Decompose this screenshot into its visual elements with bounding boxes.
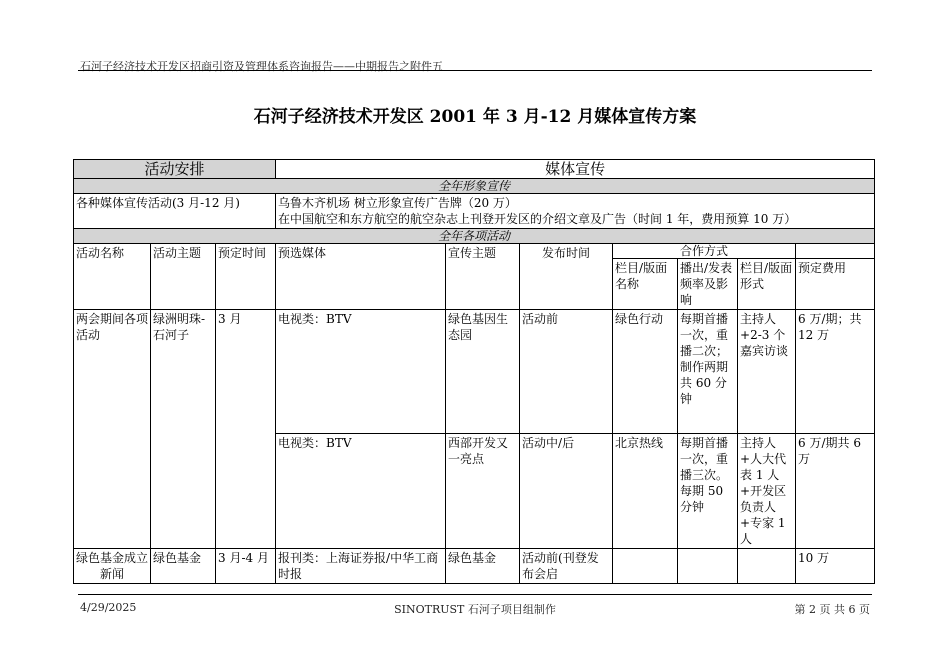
cell-form (738, 549, 796, 584)
cell-theme: 绿洲明珠-石河子 (151, 310, 216, 549)
footer-producer: SINOTRUST 石河子项目组制作 (394, 603, 556, 616)
cell-column: 北京热线 (613, 434, 678, 549)
th-cooperation: 合作方式 (613, 244, 796, 259)
th-activity-theme: 活动主题 (151, 244, 216, 310)
image-activity-detail (276, 194, 875, 229)
band-annual-events: 全年各项活动 (74, 229, 875, 244)
airport-billboard-line: 乌鲁木齐机场 树立形象宣传广告牌（20 万） (278, 196, 517, 210)
th-frequency: 播出/发表频率及影响 (678, 259, 738, 310)
airline-magazine-line: 在中国航空和东方航空的航空杂志上刊登开发区的介绍文章及广告（时间 1 年，费用预算 10 万） (278, 212, 797, 226)
th-activity-name: 活动名称 (74, 244, 151, 310)
cell-time: 3 月 (216, 310, 276, 549)
cell-topic: 绿色基金 (446, 549, 520, 584)
cell-release: 活动中/后 (520, 434, 613, 549)
cell-release: 活动前 (520, 310, 613, 434)
activity-arrangement-header: 活动安排 (74, 160, 276, 179)
cell-form: 主持人+2-3 个嘉宾访谈 (738, 310, 796, 434)
cell-media: 电视类：BTV (276, 434, 446, 549)
cell-release: 活动前(刊登发布会启 (520, 549, 613, 584)
band-annual-image: 全年形象宣传 (74, 179, 875, 194)
media-publicity-header: 媒体宣传 (276, 160, 875, 179)
th-blank (796, 244, 875, 259)
cell-column: 绿色行动 (613, 310, 678, 434)
th-topic: 宣传主题 (446, 244, 520, 310)
cell-media: 报刊类：上海证券报/中华工商时报 (276, 549, 446, 584)
cell-frequency: 每期首播一次，重播二次；制作两期共 60 分钟 (678, 310, 738, 434)
th-scheduled-time: 预定时间 (216, 244, 276, 310)
th-column-name: 栏目/版面名称 (613, 259, 678, 310)
footer-page-number: 第 2 页 共 6 页 (794, 603, 870, 616)
cell-cost: 10 万 (796, 549, 875, 584)
cell-form: 主持人+人大代表 1 人+开发区负责人+专家 1 人 (738, 434, 796, 549)
th-column-form: 栏目/版面形式 (738, 259, 796, 310)
footer-date: 4/29/2025 (80, 601, 137, 614)
th-cost: 预定费用 (796, 259, 875, 310)
cell-topic: 绿色基因生态园 (446, 310, 520, 434)
cell-frequency (678, 549, 738, 584)
th-media: 预选媒体 (276, 244, 446, 310)
media-plan-table (73, 159, 875, 584)
cell-theme: 绿色基金 (151, 549, 216, 584)
cell-media: 电视类：BTV (276, 310, 446, 434)
cell-time: 3 月-4 月 (216, 549, 276, 584)
image-activity-label: 各种媒体宣传活动(3 月-12 月) (74, 194, 276, 229)
cell-cost: 6 万/期；共 12 万 (796, 310, 875, 434)
cell-topic: 西部开发又一亮点 (446, 434, 520, 549)
footer-rule (78, 594, 872, 595)
cell-name: 两会期间各项活动 (74, 310, 151, 549)
running-header: 石河子经济技术开发区招商引资及管理体系咨询报告——中期报告之附件五 (80, 60, 443, 73)
cell-cost: 6 万/期共 6 万 (796, 434, 875, 549)
cell-frequency: 每期首播一次，重播三次。每期 50 分钟 (678, 434, 738, 549)
document-title: 石河子经济技术开发区 2001 年 3 月-12 月媒体宣传方案 (253, 107, 697, 127)
cell-name: 绿色基金成立新闻 (74, 549, 151, 584)
th-release-time: 发布时间 (520, 244, 613, 310)
header-rule (78, 70, 872, 71)
cell-column (613, 549, 678, 584)
